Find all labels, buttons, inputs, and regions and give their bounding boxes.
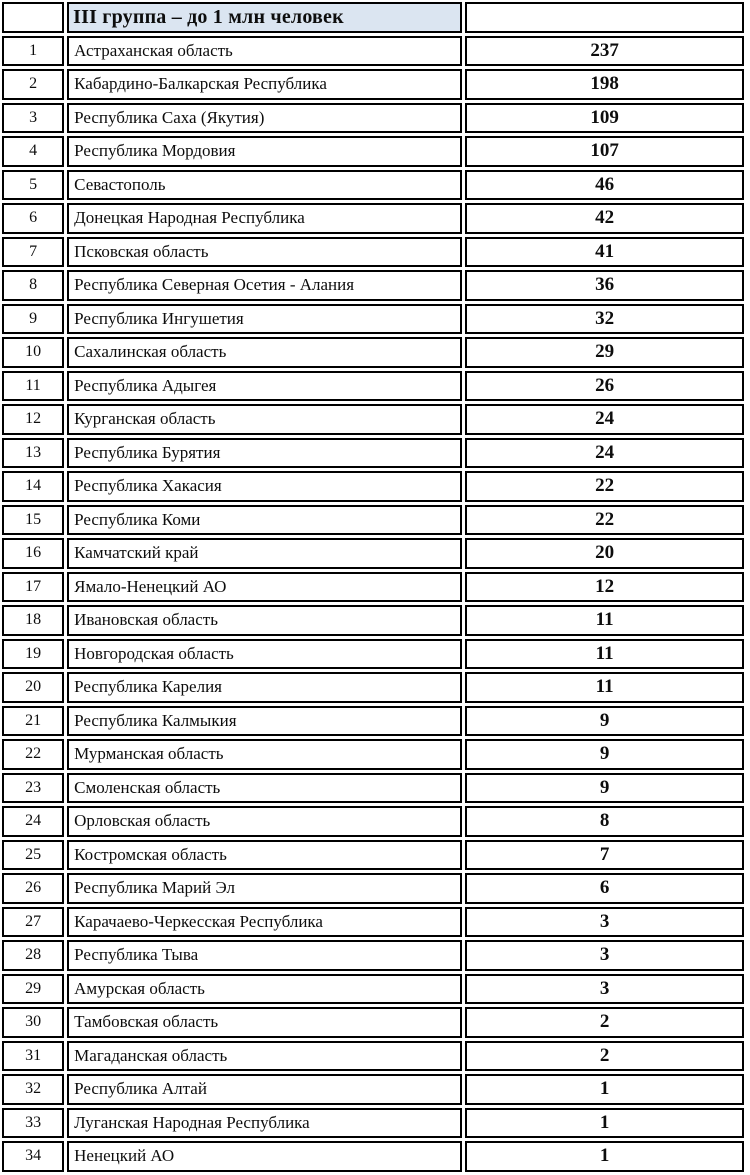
row-number: 34 — [2, 1141, 64, 1172]
table-row — [2, 69, 744, 100]
region-value: 26 — [465, 371, 744, 402]
table-row — [2, 773, 744, 804]
region-name: Республика Хакасия — [67, 471, 462, 502]
region-value: 9 — [465, 739, 744, 770]
region-name: Ивановская область — [67, 605, 462, 636]
row-number: 2 — [2, 69, 64, 100]
region-name: Ямало-Ненецкий АО — [67, 572, 462, 603]
table-body — [2, 2, 744, 1172]
row-number: 1 — [2, 36, 64, 67]
region-name: Луганская Народная Республика — [67, 1108, 462, 1139]
region-value: 198 — [465, 69, 744, 100]
region-value: 29 — [465, 337, 744, 368]
region-value: 41 — [465, 237, 744, 268]
table-row — [2, 1141, 744, 1172]
region-value: 11 — [465, 672, 744, 703]
table-row — [2, 806, 744, 837]
region-value: 7 — [465, 840, 744, 871]
row-number: 27 — [2, 907, 64, 938]
row-number: 16 — [2, 538, 64, 569]
table-row — [2, 538, 744, 569]
row-number: 29 — [2, 974, 64, 1005]
region-value: 8 — [465, 806, 744, 837]
region-value: 3 — [465, 907, 744, 938]
row-number: 8 — [2, 270, 64, 301]
row-number: 3 — [2, 103, 64, 134]
table-row — [2, 1007, 744, 1038]
region-value: 36 — [465, 270, 744, 301]
row-number: 24 — [2, 806, 64, 837]
table-row — [2, 739, 744, 770]
region-name: Амурская область — [67, 974, 462, 1005]
region-name: Кабардино-Балкарская Республика — [67, 69, 462, 100]
region-name: Республика Марий Эл — [67, 873, 462, 904]
row-number: 5 — [2, 170, 64, 201]
row-number: 33 — [2, 1108, 64, 1139]
region-value: 11 — [465, 605, 744, 636]
row-number: 28 — [2, 940, 64, 971]
region-value: 109 — [465, 103, 744, 134]
region-name: Орловская область — [67, 806, 462, 837]
table-row — [2, 572, 744, 603]
region-value: 1 — [465, 1141, 744, 1172]
region-value: 237 — [465, 36, 744, 67]
region-value: 9 — [465, 773, 744, 804]
table-row — [2, 1108, 744, 1139]
row-number: 25 — [2, 840, 64, 871]
table-row — [2, 36, 744, 67]
row-number: 26 — [2, 873, 64, 904]
table-row — [2, 605, 744, 636]
row-number: 7 — [2, 237, 64, 268]
region-name: Республика Алтай — [67, 1074, 462, 1105]
table-header-row — [2, 2, 744, 33]
region-value: 9 — [465, 706, 744, 737]
region-value: 22 — [465, 471, 744, 502]
region-name: Сахалинская область — [67, 337, 462, 368]
row-number: 6 — [2, 203, 64, 234]
region-value: 12 — [465, 572, 744, 603]
row-number: 11 — [2, 371, 64, 402]
region-name: Смоленская область — [67, 773, 462, 804]
region-name: Республика Бурятия — [67, 438, 462, 469]
table-row — [2, 907, 744, 938]
region-name: Севастополь — [67, 170, 462, 201]
region-name: Республика Северная Осетия - Алания — [67, 270, 462, 301]
row-number: 20 — [2, 672, 64, 703]
row-number: 30 — [2, 1007, 64, 1038]
row-number: 23 — [2, 773, 64, 804]
region-name: Республика Мордовия — [67, 136, 462, 167]
region-name: Ненецкий АО — [67, 1141, 462, 1172]
region-value: 11 — [465, 639, 744, 670]
row-number: 18 — [2, 605, 64, 636]
region-name: Республика Карелия — [67, 672, 462, 703]
table-row — [2, 438, 744, 469]
table-row — [2, 639, 744, 670]
region-name: Республика Адыгея — [67, 371, 462, 402]
group-header-cell: III группа – до 1 млн человек — [67, 2, 462, 33]
table-row — [2, 136, 744, 167]
header-corner-cell — [2, 2, 64, 33]
region-name: Донецкая Народная Республика — [67, 203, 462, 234]
row-number: 31 — [2, 1041, 64, 1072]
table-row — [2, 371, 744, 402]
row-number: 22 — [2, 739, 64, 770]
region-name: Псковская область — [67, 237, 462, 268]
row-number: 15 — [2, 505, 64, 536]
region-name: Магаданская область — [67, 1041, 462, 1072]
table-row — [2, 103, 744, 134]
region-name: Курганская область — [67, 404, 462, 435]
row-number: 12 — [2, 404, 64, 435]
table-row — [2, 974, 744, 1005]
region-value: 3 — [465, 974, 744, 1005]
table-row — [2, 237, 744, 268]
table-row — [2, 337, 744, 368]
region-name: Республика Саха (Якутия) — [67, 103, 462, 134]
region-name: Астраханская область — [67, 36, 462, 67]
region-name: Новгородская область — [67, 639, 462, 670]
region-name: Камчатский край — [67, 538, 462, 569]
region-value: 6 — [465, 873, 744, 904]
region-value: 1 — [465, 1074, 744, 1105]
region-value: 42 — [465, 203, 744, 234]
table-row — [2, 170, 744, 201]
table-row — [2, 1074, 744, 1105]
table-row — [2, 505, 744, 536]
row-number: 17 — [2, 572, 64, 603]
table-row — [2, 940, 744, 971]
table-row — [2, 1041, 744, 1072]
table-row — [2, 706, 744, 737]
header-value-cell — [465, 2, 744, 33]
region-value: 22 — [465, 505, 744, 536]
row-number: 19 — [2, 639, 64, 670]
region-value: 2 — [465, 1041, 744, 1072]
row-number: 10 — [2, 337, 64, 368]
table-row — [2, 840, 744, 871]
region-name: Республика Коми — [67, 505, 462, 536]
row-number: 9 — [2, 304, 64, 335]
table-row — [2, 203, 744, 234]
table-row — [2, 270, 744, 301]
row-number: 21 — [2, 706, 64, 737]
region-name: Мурманская область — [67, 739, 462, 770]
region-value: 107 — [465, 136, 744, 167]
region-value: 46 — [465, 170, 744, 201]
region-value: 24 — [465, 404, 744, 435]
table-row — [2, 873, 744, 904]
row-number: 32 — [2, 1074, 64, 1105]
region-name: Костромская область — [67, 840, 462, 871]
region-name: Карачаево-Черкесская Республика — [67, 907, 462, 938]
region-name: Республика Калмыкия — [67, 706, 462, 737]
table-row — [2, 404, 744, 435]
region-name: Тамбовская область — [67, 1007, 462, 1038]
region-value: 32 — [465, 304, 744, 335]
region-value: 24 — [465, 438, 744, 469]
row-number: 14 — [2, 471, 64, 502]
region-value: 2 — [465, 1007, 744, 1038]
region-value: 20 — [465, 538, 744, 569]
row-number: 4 — [2, 136, 64, 167]
region-value: 3 — [465, 940, 744, 971]
table-row — [2, 672, 744, 703]
table-row — [2, 304, 744, 335]
table-row — [2, 471, 744, 502]
row-number: 13 — [2, 438, 64, 469]
region-name: Республика Тыва — [67, 940, 462, 971]
region-value: 1 — [465, 1108, 744, 1139]
region-name: Республика Ингушетия — [67, 304, 462, 335]
